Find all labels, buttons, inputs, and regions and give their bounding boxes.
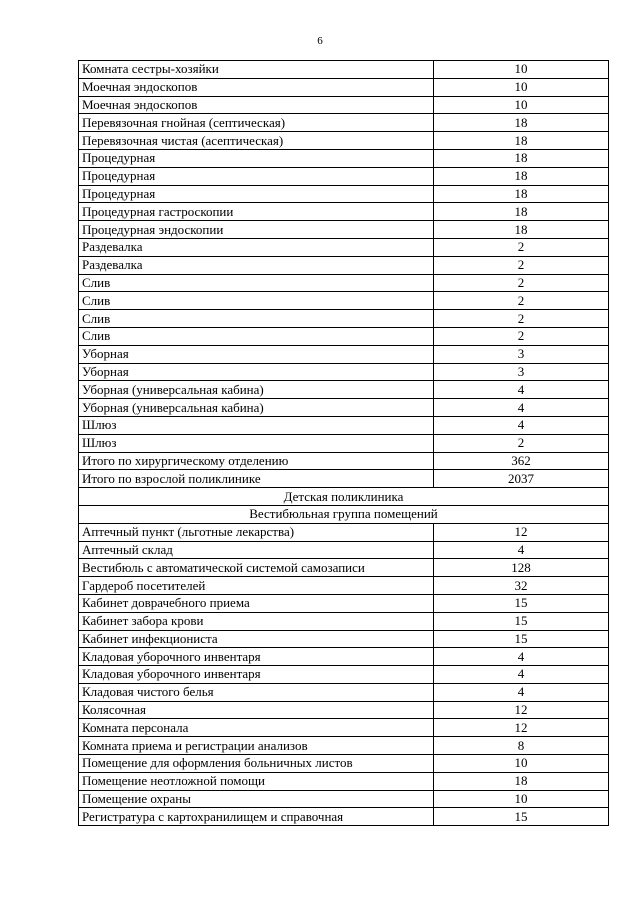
room-name-cell: Кладовая чистого белья xyxy=(79,683,434,701)
room-area-cell: 2 xyxy=(434,256,609,274)
table-row xyxy=(79,399,609,417)
table-row xyxy=(79,452,609,470)
rooms-table xyxy=(78,60,609,826)
room-area-cell: 4 xyxy=(434,416,609,434)
room-area-cell: 2 xyxy=(434,274,609,292)
room-area-cell: 18 xyxy=(434,185,609,203)
room-name-cell: Слив xyxy=(79,274,434,292)
table-row xyxy=(79,96,609,114)
room-name-cell: Гардероб посетителей xyxy=(79,577,434,595)
room-name-cell: Кладовая уборочного инвентаря xyxy=(79,648,434,666)
room-name-cell: Колясочная xyxy=(79,701,434,719)
table-row xyxy=(79,434,609,452)
room-name-cell: Моечная эндоскопов xyxy=(79,78,434,96)
table-row xyxy=(79,648,609,666)
room-area-cell: 18 xyxy=(434,203,609,221)
table-row xyxy=(79,327,609,345)
table-row xyxy=(79,381,609,399)
room-area-cell: 15 xyxy=(434,594,609,612)
room-area-cell: 4 xyxy=(434,381,609,399)
room-name-cell: Итого по хирургическому отделению xyxy=(79,452,434,470)
group-heading-row xyxy=(79,505,609,523)
room-area-cell: 4 xyxy=(434,683,609,701)
room-area-cell: 12 xyxy=(434,719,609,737)
table-row xyxy=(79,559,609,577)
room-area-cell: 4 xyxy=(434,666,609,684)
section-heading-row xyxy=(79,488,609,506)
room-name-cell: Кабинет доврачебного приема xyxy=(79,594,434,612)
room-name-cell: Кладовая уборочного инвентаря xyxy=(79,666,434,684)
table-row xyxy=(79,221,609,239)
room-area-cell: 18 xyxy=(434,149,609,167)
room-area-cell: 2 xyxy=(434,238,609,256)
table-row xyxy=(79,416,609,434)
room-name-cell: Слив xyxy=(79,310,434,328)
rooms-table-headings xyxy=(79,488,609,524)
table-row xyxy=(79,683,609,701)
room-area-cell: 18 xyxy=(434,221,609,239)
table-row xyxy=(79,132,609,150)
room-area-cell: 10 xyxy=(434,790,609,808)
table-row xyxy=(79,808,609,826)
room-area-cell: 10 xyxy=(434,755,609,773)
room-name-cell: Шлюз xyxy=(79,416,434,434)
room-name-cell: Итого по взрослой поликлинике xyxy=(79,470,434,488)
room-area-cell: 362 xyxy=(434,452,609,470)
room-area-cell: 12 xyxy=(434,701,609,719)
room-area-cell: 2 xyxy=(434,434,609,452)
room-name-cell: Раздевалка xyxy=(79,256,434,274)
room-name-cell: Уборная (универсальная кабина) xyxy=(79,399,434,417)
room-area-cell: 3 xyxy=(434,345,609,363)
room-area-cell: 2 xyxy=(434,327,609,345)
table-row xyxy=(79,185,609,203)
table-row xyxy=(79,612,609,630)
room-name-cell: Процедурная гастроскопии xyxy=(79,203,434,221)
table-row xyxy=(79,737,609,755)
rooms-table-top-body xyxy=(79,61,609,488)
room-name-cell: Комната сестры-хозяйки xyxy=(79,61,434,79)
table-row xyxy=(79,345,609,363)
room-area-cell: 2 xyxy=(434,292,609,310)
table-row xyxy=(79,772,609,790)
table-row xyxy=(79,701,609,719)
room-name-cell: Процедурная xyxy=(79,185,434,203)
page-number: 6 xyxy=(317,35,323,47)
room-name-cell: Комната приема и регистрации анализов xyxy=(79,737,434,755)
room-area-cell: 4 xyxy=(434,648,609,666)
table-row xyxy=(79,256,609,274)
table-row xyxy=(79,167,609,185)
room-area-cell: 8 xyxy=(434,737,609,755)
room-name-cell: Кабинет инфекциониста xyxy=(79,630,434,648)
table-row xyxy=(79,790,609,808)
table-row xyxy=(79,310,609,328)
table-row xyxy=(79,755,609,773)
table-row xyxy=(79,470,609,488)
table-row xyxy=(79,541,609,559)
table-row xyxy=(79,78,609,96)
room-name-cell: Помещение охраны xyxy=(79,790,434,808)
table-row xyxy=(79,363,609,381)
room-name-cell: Раздевалка xyxy=(79,238,434,256)
room-name-cell: Кабинет забора крови xyxy=(79,612,434,630)
room-area-cell: 3 xyxy=(434,363,609,381)
room-area-cell: 10 xyxy=(434,78,609,96)
room-area-cell: 12 xyxy=(434,523,609,541)
room-name-cell: Регистратура с картохранилищем и справочная xyxy=(79,808,434,826)
room-name-cell: Комната персонала xyxy=(79,719,434,737)
table-row xyxy=(79,523,609,541)
table-row xyxy=(79,274,609,292)
room-name-cell: Аптечный пункт (льготные лекарства) xyxy=(79,523,434,541)
room-name-cell: Помещение для оформления больничных листов xyxy=(79,755,434,773)
room-area-cell: 4 xyxy=(434,541,609,559)
table-row xyxy=(79,149,609,167)
room-area-cell: 18 xyxy=(434,114,609,132)
room-name-cell: Аптечный склад xyxy=(79,541,434,559)
table-row xyxy=(79,666,609,684)
room-area-cell: 18 xyxy=(434,132,609,150)
table-row xyxy=(79,61,609,79)
room-area-cell: 10 xyxy=(434,61,609,79)
section-heading: Детская поликлиника xyxy=(79,488,609,506)
room-area-cell: 18 xyxy=(434,167,609,185)
table-row xyxy=(79,238,609,256)
table-row xyxy=(79,594,609,612)
table-row xyxy=(79,114,609,132)
room-name-cell: Уборная xyxy=(79,363,434,381)
room-area-cell: 10 xyxy=(434,96,609,114)
room-name-cell: Уборная (универсальная кабина) xyxy=(79,381,434,399)
room-area-cell: 15 xyxy=(434,612,609,630)
room-area-cell: 2037 xyxy=(434,470,609,488)
table-row xyxy=(79,292,609,310)
room-name-cell: Уборная xyxy=(79,345,434,363)
room-area-cell: 128 xyxy=(434,559,609,577)
table-row xyxy=(79,203,609,221)
group-heading: Вестибюльная группа помещений xyxy=(79,505,609,523)
rooms-table-bottom-body xyxy=(79,523,609,826)
room-name-cell: Процедурная эндоскопии xyxy=(79,221,434,239)
room-area-cell: 2 xyxy=(434,310,609,328)
room-area-cell: 4 xyxy=(434,399,609,417)
room-area-cell: 15 xyxy=(434,630,609,648)
room-name-cell: Шлюз xyxy=(79,434,434,452)
room-name-cell: Процедурная xyxy=(79,167,434,185)
table-row xyxy=(79,577,609,595)
room-name-cell: Помещение неотложной помощи xyxy=(79,772,434,790)
room-area-cell: 32 xyxy=(434,577,609,595)
room-name-cell: Процедурная xyxy=(79,149,434,167)
room-name-cell: Слив xyxy=(79,327,434,345)
room-area-cell: 18 xyxy=(434,772,609,790)
table-row xyxy=(79,630,609,648)
room-name-cell: Слив xyxy=(79,292,434,310)
room-name-cell: Перевязочная гнойная (септическая) xyxy=(79,114,434,132)
table-row xyxy=(79,719,609,737)
room-name-cell: Моечная эндоскопов xyxy=(79,96,434,114)
room-name-cell: Вестибюль с автоматической системой самозаписи xyxy=(79,559,434,577)
room-name-cell: Перевязочная чистая (асептическая) xyxy=(79,132,434,150)
room-area-cell: 15 xyxy=(434,808,609,826)
